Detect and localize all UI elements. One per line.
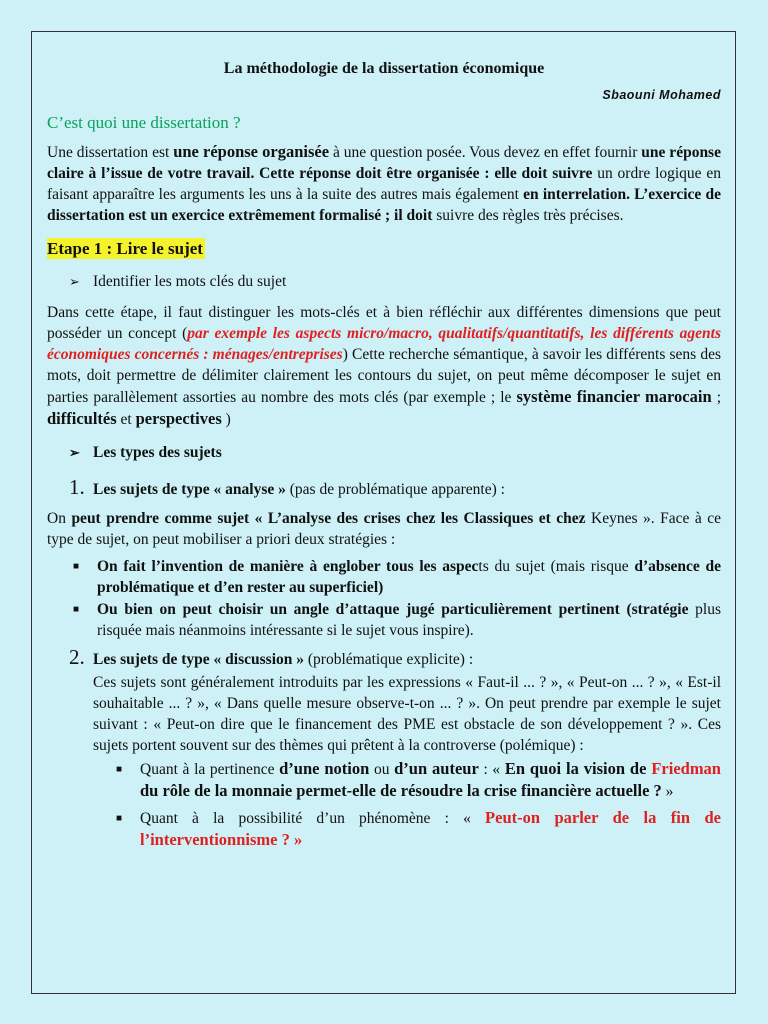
paragraph-keywords bbox=[47, 302, 721, 430]
intro-text: Une dissertation est bbox=[47, 144, 174, 161]
intro-text: un ordre logique en faisant apparaître les arguments les uns à la suite des autres mais également bbox=[47, 165, 722, 203]
item-text: plus risquée mais néanmoins intéressante si le sujet vous inspire). bbox=[97, 601, 721, 639]
intro-bold: une réponse claire à l’issue de votre travail. Cette réponse doit être organisée : elle doit suivre bbox=[47, 144, 721, 182]
section-heading: C’est quoi une dissertation ? bbox=[47, 113, 241, 132]
intro-paragraph bbox=[47, 141, 721, 226]
list-item-label: Les types des sujets bbox=[93, 444, 222, 461]
example-list bbox=[47, 758, 721, 851]
para-text: ; bbox=[711, 389, 721, 406]
para-text: ) Cette recherche sémantique, à savoir les différents sens des mots, doit permettre de délimiter clairement les contours du sujet, on peut même décomposer le sujet en parties parallèlement assorties au nombre des mots clés (par exemple ; le bbox=[47, 346, 721, 406]
paragraph-discussion: Ces sujets sont généralement introduits par les expressions « Faut-il ... ? », « Peut-on ... ? », « Est-il souhaitable ... ? », « Dans quelle mesure observe-t-on ... ? ». On peut prendre par exemple le sujet suivant : « Peut-on dire que le financement des PME est obstacle de son développement ? ». Ces sujets portent souvent sur des thèmes qui prêtent à la controverse (polémique) : bbox=[93, 674, 721, 754]
type-note: (problématique explicite) : bbox=[304, 651, 474, 668]
item-text: ou bbox=[369, 761, 395, 778]
item-text: Quant à la possibilité d’un phénomène : « bbox=[140, 810, 486, 827]
type-heading-1 bbox=[47, 477, 721, 500]
item-text: ts du sujet (mais risque bbox=[478, 558, 635, 575]
list-item bbox=[116, 758, 721, 802]
item-bold: d’un auteur bbox=[394, 759, 479, 778]
intro-bold: en interrelation. L’exercice de dissertation est un exercice extrêmement formalisé ; il doit bbox=[47, 186, 721, 224]
paragraph-analyse bbox=[47, 508, 721, 550]
para-red: par exemple les aspects micro/macro, qualitatifs/quantitatifs, les différents agents économiques concernés : ménages/entreprises bbox=[47, 325, 721, 363]
list-item bbox=[73, 556, 721, 598]
list-item bbox=[47, 442, 721, 463]
para-bold: perspectives bbox=[135, 409, 222, 428]
intro-bold: une réponse organisée bbox=[173, 142, 330, 161]
document-body bbox=[47, 58, 721, 856]
square-bullet-icon: ■ bbox=[116, 764, 123, 775]
square-bullet-icon: ■ bbox=[73, 604, 80, 615]
type-heading-2 bbox=[47, 647, 721, 670]
square-bullet-icon: ■ bbox=[73, 561, 80, 572]
type-note: (pas de problématique apparente) : bbox=[285, 481, 505, 498]
arrow-bullet-icon: ➢ bbox=[69, 445, 80, 460]
para-text: et bbox=[116, 411, 136, 428]
item-bold: d’absence de problématique et d’en rester au superficiel) bbox=[97, 558, 721, 596]
list-item bbox=[116, 807, 721, 851]
item-red: Friedman bbox=[651, 759, 721, 778]
list-item bbox=[73, 599, 721, 641]
author-name: Sbaouni Mohamed bbox=[602, 88, 721, 102]
para-text: Keynes ». Face à ce type de sujet, on peut mobiliser a priori deux stratégies : bbox=[47, 510, 721, 548]
item-red: Peut-on parler de la fin de l’interventionnisme ? » bbox=[140, 808, 721, 849]
para-bold: système financier marocain bbox=[516, 387, 712, 406]
strategy-list bbox=[47, 556, 721, 641]
intro-text: à une question posée. Vous devez en effet fournir bbox=[329, 144, 642, 161]
para-bold: difficultés bbox=[47, 409, 117, 428]
para-text: On bbox=[47, 510, 72, 527]
type-title: Les sujets de type « analyse » bbox=[93, 481, 286, 498]
list-item bbox=[47, 271, 721, 292]
step-heading: Etape 1 : Lire le sujet bbox=[47, 239, 203, 258]
square-bullet-icon: ■ bbox=[116, 813, 123, 824]
list-item-label: Identifier les mots clés du sujet bbox=[93, 273, 287, 290]
para-text: ) bbox=[221, 411, 231, 428]
item-text: : « bbox=[478, 761, 505, 778]
para-text: Dans cette étape, il faut distinguer les mots-clés et à bien réfléchir aux différentes dimensions que peut posséder un concept ( bbox=[47, 304, 721, 342]
list-number: 2. bbox=[69, 645, 85, 669]
list-number: 1. bbox=[69, 475, 85, 499]
arrow-bullet-icon: ➢ bbox=[69, 274, 80, 289]
item-bold: On fait l’invention de manière à englober tous les aspec bbox=[97, 558, 479, 575]
document-title: La méthodologie de la dissertation économique bbox=[223, 60, 545, 77]
item-bold: En quoi la vision de bbox=[504, 759, 652, 778]
intro-text: suivre des règles très précises. bbox=[432, 207, 624, 224]
item-text: Quant à la pertinence bbox=[140, 761, 280, 778]
para-bold: peut prendre comme sujet « L’analyse des crises chez les Classiques et chez bbox=[71, 510, 586, 527]
item-bold: Ou bien on peut choisir un angle d’attaque jugé particulièrement pertinent (stratégie bbox=[97, 601, 689, 618]
type-title: Les sujets de type « discussion » bbox=[93, 651, 304, 668]
item-bold: du rôle de la monnaie permet-elle de résoudre la crise financière actuelle ? bbox=[140, 781, 662, 800]
item-text: » bbox=[661, 783, 674, 800]
item-bold: d’une notion bbox=[279, 759, 370, 778]
